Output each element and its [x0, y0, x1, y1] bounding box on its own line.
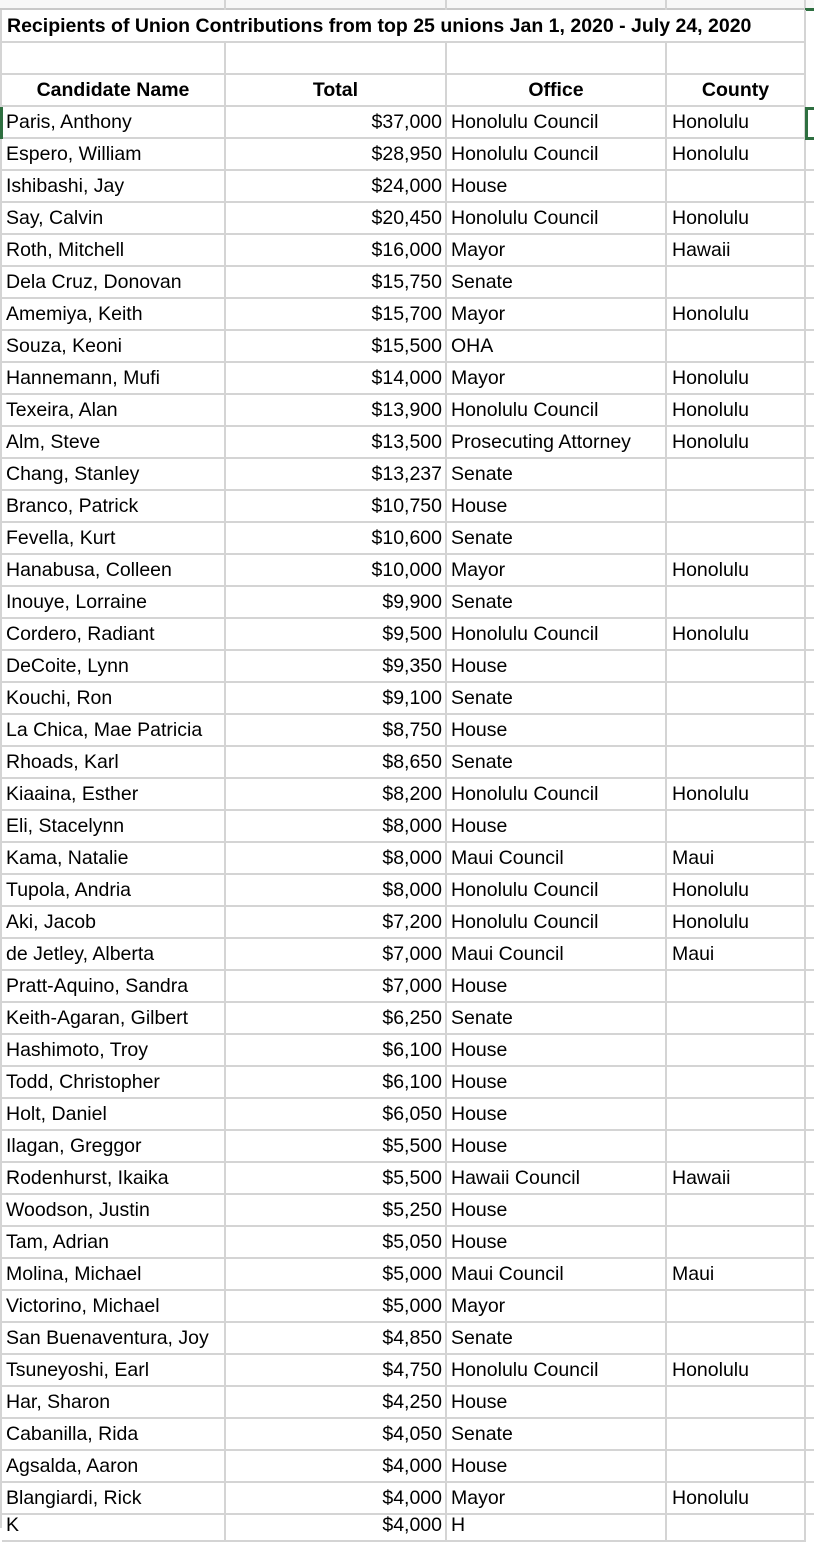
empty-cell[interactable] [806, 267, 814, 299]
candidate-name-cell[interactable]: Holt, Daniel [2, 1099, 226, 1131]
office-cell[interactable]: House [447, 811, 667, 843]
county-cell[interactable]: Honolulu [667, 299, 806, 331]
table-row[interactable] [0, 491, 814, 523]
sheet-title-cell[interactable]: Recipients of Union Contributions from top 25 unions Jan 1, 2020 - July 24, 2020 [2, 10, 806, 43]
empty-cell[interactable] [806, 523, 814, 555]
empty-cell[interactable] [806, 235, 814, 267]
candidate-name-cell[interactable]: Keith-Agaran, Gilbert [2, 1003, 226, 1035]
empty-cell[interactable] [806, 139, 814, 171]
empty-cell[interactable] [806, 1099, 814, 1131]
candidate-name-cell[interactable]: Inouye, Lorraine [2, 587, 226, 619]
empty-cell[interactable] [806, 1323, 814, 1355]
total-cell[interactable]: $5,000 [226, 1259, 447, 1291]
table-row[interactable] [0, 1003, 814, 1035]
county-cell[interactable] [667, 971, 806, 1003]
county-cell[interactable] [667, 331, 806, 363]
empty-cell[interactable] [806, 587, 814, 619]
empty-cell[interactable] [806, 1131, 814, 1163]
previous-row[interactable] [0, 0, 814, 10]
table-row[interactable] [0, 1099, 814, 1131]
empty-row[interactable] [0, 43, 814, 75]
county-cell[interactable]: Honolulu [667, 107, 806, 139]
candidate-name-cell[interactable]: Tsuneyoshi, Earl [2, 1355, 226, 1387]
table-row[interactable] [0, 235, 814, 267]
candidate-name-cell[interactable]: Ilagan, Greggor [2, 1131, 226, 1163]
empty-cell[interactable] [806, 619, 814, 651]
candidate-name-cell[interactable]: Victorino, Michael [2, 1291, 226, 1323]
table-row[interactable] [0, 779, 814, 811]
office-cell[interactable]: Mayor [447, 363, 667, 395]
empty-cell[interactable] [806, 331, 814, 363]
candidate-name-cell[interactable]: Dela Cruz, Donovan [2, 267, 226, 299]
office-cell[interactable]: House [447, 1067, 667, 1099]
total-cell[interactable]: $15,500 [226, 331, 447, 363]
table-row[interactable] [0, 683, 814, 715]
table-row[interactable] [0, 1291, 814, 1323]
empty-cell[interactable] [2, 43, 226, 75]
county-cell[interactable]: Maui [667, 843, 806, 875]
office-cell[interactable]: Senate [447, 587, 667, 619]
office-cell[interactable]: Honolulu Council [447, 907, 667, 939]
total-cell[interactable]: $9,900 [226, 587, 447, 619]
candidate-name-cell[interactable]: Agsalda, Aaron [2, 1451, 226, 1483]
county-cell[interactable]: Hawaii [667, 1163, 806, 1195]
county-cell[interactable]: Maui [667, 939, 806, 971]
office-cell[interactable]: Mayor [447, 299, 667, 331]
county-cell[interactable] [667, 171, 806, 203]
county-cell[interactable]: Honolulu [667, 139, 806, 171]
office-cell[interactable]: OHA [447, 331, 667, 363]
office-cell[interactable]: Senate [447, 747, 667, 779]
candidate-name-cell[interactable]: Woodson, Justin [2, 1195, 226, 1227]
county-cell[interactable]: Honolulu [667, 875, 806, 907]
county-cell[interactable] [667, 1035, 806, 1067]
office-cell[interactable]: House [447, 171, 667, 203]
empty-cell[interactable] [226, 43, 447, 75]
empty-cell[interactable] [667, 43, 806, 75]
office-cell[interactable]: House [447, 1099, 667, 1131]
empty-cell[interactable] [806, 747, 814, 779]
table-row[interactable] [0, 299, 814, 331]
empty-cell[interactable] [806, 395, 814, 427]
total-cell[interactable]: $13,237 [226, 459, 447, 491]
total-cell[interactable]: $16,000 [226, 235, 447, 267]
total-cell[interactable]: $13,900 [226, 395, 447, 427]
empty-cell[interactable] [806, 939, 814, 971]
county-cell[interactable] [667, 1195, 806, 1227]
county-cell[interactable] [667, 651, 806, 683]
office-cell[interactable]: House [447, 651, 667, 683]
total-cell[interactable]: $15,750 [226, 267, 447, 299]
candidate-name-cell[interactable]: Hanabusa, Colleen [2, 555, 226, 587]
empty-cell[interactable] [806, 491, 814, 523]
empty-cell[interactable] [806, 1355, 814, 1387]
empty-cell[interactable] [806, 1419, 814, 1451]
county-cell[interactable] [667, 1067, 806, 1099]
candidate-name-cell[interactable]: Rodenhurst, Ikaika [2, 1163, 226, 1195]
county-cell[interactable] [667, 1003, 806, 1035]
table-row[interactable] [0, 107, 814, 139]
county-cell[interactable] [667, 1451, 806, 1483]
table-row[interactable] [0, 1451, 814, 1483]
total-cell[interactable]: $6,250 [226, 1003, 447, 1035]
county-cell[interactable] [667, 587, 806, 619]
county-cell[interactable]: Hawaii [667, 235, 806, 267]
candidate-name-cell[interactable]: Texeira, Alan [2, 395, 226, 427]
office-cell[interactable]: House [447, 1035, 667, 1067]
candidate-name-cell[interactable]: Eli, Stacelynn [2, 811, 226, 843]
empty-cell[interactable] [806, 1259, 814, 1291]
county-cell[interactable]: Honolulu [667, 363, 806, 395]
county-cell[interactable]: Maui [667, 1259, 806, 1291]
county-cell[interactable]: Honolulu [667, 1483, 806, 1515]
candidate-name-cell[interactable]: Hashimoto, Troy [2, 1035, 226, 1067]
total-cell[interactable]: $9,350 [226, 651, 447, 683]
county-cell[interactable] [667, 715, 806, 747]
empty-cell[interactable] [806, 459, 814, 491]
county-cell[interactable] [667, 1131, 806, 1163]
total-cell[interactable]: $9,500 [226, 619, 447, 651]
table-row[interactable] [0, 1163, 814, 1195]
office-cell[interactable]: Senate [447, 523, 667, 555]
table-row[interactable] [0, 555, 814, 587]
total-cell[interactable]: $5,050 [226, 1227, 447, 1259]
county-cell[interactable]: Honolulu [667, 1355, 806, 1387]
candidate-name-cell[interactable]: Chang, Stanley [2, 459, 226, 491]
candidate-name-cell[interactable]: Rhoads, Karl [2, 747, 226, 779]
empty-cell[interactable] [806, 683, 814, 715]
empty-cell[interactable] [806, 1291, 814, 1323]
empty-cell[interactable] [806, 843, 814, 875]
total-cell[interactable]: $8,200 [226, 779, 447, 811]
total-cell[interactable]: $37,000 [226, 107, 447, 139]
candidate-name-cell[interactable]: Souza, Keoni [2, 331, 226, 363]
county-cell[interactable] [667, 747, 806, 779]
candidate-name-cell[interactable]: Tam, Adrian [2, 1227, 226, 1259]
candidate-name-cell[interactable]: Cordero, Radiant [2, 619, 226, 651]
table-row[interactable] [0, 907, 814, 939]
empty-cell[interactable] [806, 907, 814, 939]
total-cell[interactable]: $4,000 [226, 1451, 447, 1483]
empty-cell[interactable] [806, 203, 814, 235]
selection-marker [805, 8, 814, 11]
office-cell[interactable]: Honolulu Council [447, 203, 667, 235]
county-cell[interactable] [667, 1291, 806, 1323]
total-cell[interactable]: $10,000 [226, 555, 447, 587]
office-cell[interactable]: Senate [447, 1003, 667, 1035]
empty-cell[interactable] [806, 651, 814, 683]
candidate-name-cell[interactable]: Kama, Natalie [2, 843, 226, 875]
total-cell[interactable]: $4,750 [226, 1355, 447, 1387]
empty-cell[interactable] [806, 427, 814, 459]
total-cell[interactable]: $5,500 [226, 1131, 447, 1163]
county-cell[interactable] [667, 523, 806, 555]
candidate-name-cell[interactable]: Espero, William [2, 139, 226, 171]
office-cell[interactable]: Maui Council [447, 939, 667, 971]
table-row[interactable] [0, 1323, 814, 1355]
total-cell[interactable]: $4,850 [226, 1323, 447, 1355]
county-cell[interactable]: Honolulu [667, 619, 806, 651]
candidate-name-cell[interactable]: K [2, 1510, 226, 1542]
office-cell[interactable]: Maui Council [447, 843, 667, 875]
candidate-name-cell[interactable]: Ishibashi, Jay [2, 171, 226, 203]
empty-cell[interactable] [806, 555, 814, 587]
total-cell[interactable]: $4,250 [226, 1387, 447, 1419]
county-cell[interactable] [667, 683, 806, 715]
county-cell[interactable] [667, 1510, 806, 1542]
table-row[interactable] [0, 1259, 814, 1291]
empty-cell[interactable] [806, 1067, 814, 1099]
candidate-name-cell[interactable]: Amemiya, Keith [2, 299, 226, 331]
table-row[interactable] [0, 459, 814, 491]
table-row[interactable] [0, 523, 814, 555]
county-cell[interactable]: Honolulu [667, 203, 806, 235]
empty-cell[interactable] [806, 779, 814, 811]
candidate-name-cell[interactable]: Alm, Steve [2, 427, 226, 459]
total-cell[interactable]: $10,600 [226, 523, 447, 555]
office-cell[interactable]: H [447, 1510, 667, 1542]
office-cell[interactable]: Honolulu Council [447, 1355, 667, 1387]
total-cell[interactable]: $4,000 [226, 1510, 447, 1542]
office-cell[interactable]: Mayor [447, 555, 667, 587]
office-cell[interactable]: Honolulu Council [447, 395, 667, 427]
table-row[interactable] [0, 587, 814, 619]
office-cell[interactable]: Mayor [447, 235, 667, 267]
empty-cell[interactable] [447, 43, 667, 75]
total-cell[interactable]: $28,950 [226, 139, 447, 171]
total-cell[interactable]: $8,000 [226, 811, 447, 843]
county-cell[interactable] [667, 267, 806, 299]
total-cell[interactable]: $8,000 [226, 843, 447, 875]
candidate-name-cell[interactable]: Cabanilla, Rida [2, 1419, 226, 1451]
table-row[interactable] [0, 363, 814, 395]
county-cell[interactable] [667, 1099, 806, 1131]
header-total[interactable]: Total [226, 75, 447, 107]
office-cell[interactable]: Senate [447, 267, 667, 299]
county-cell[interactable]: Honolulu [667, 395, 806, 427]
office-cell[interactable]: Honolulu Council [447, 875, 667, 907]
total-cell[interactable]: $7,200 [226, 907, 447, 939]
total-cell[interactable]: $5,500 [226, 1163, 447, 1195]
candidate-name-cell[interactable]: Branco, Patrick [2, 491, 226, 523]
table-row[interactable] [0, 203, 814, 235]
table-row[interactable] [0, 811, 814, 843]
candidate-name-cell[interactable]: Roth, Mitchell [2, 235, 226, 267]
header-office[interactable]: Office [447, 75, 667, 107]
county-cell[interactable] [667, 1323, 806, 1355]
office-cell[interactable]: House [447, 715, 667, 747]
candidate-name-cell[interactable]: Blangiardi, Rick [2, 1483, 226, 1515]
table-row[interactable] [0, 843, 814, 875]
county-cell[interactable]: Honolulu [667, 907, 806, 939]
empty-cell[interactable] [806, 811, 814, 843]
office-cell[interactable]: Honolulu Council [447, 619, 667, 651]
candidate-name-cell[interactable]: DeCoite, Lynn [2, 651, 226, 683]
table-row[interactable] [0, 1035, 814, 1067]
total-cell[interactable]: $4,050 [226, 1419, 447, 1451]
county-cell[interactable]: Honolulu [667, 779, 806, 811]
office-cell[interactable]: Maui Council [447, 1259, 667, 1291]
table-row[interactable] [0, 1355, 814, 1387]
office-cell[interactable]: House [447, 491, 667, 523]
office-cell[interactable]: House [447, 1387, 667, 1419]
total-cell[interactable]: $5,000 [226, 1291, 447, 1323]
total-cell[interactable]: $24,000 [226, 171, 447, 203]
candidate-name-cell[interactable]: Fevella, Kurt [2, 523, 226, 555]
total-cell[interactable]: $8,750 [226, 715, 447, 747]
total-cell[interactable]: $8,650 [226, 747, 447, 779]
table-row[interactable] [0, 331, 814, 363]
office-cell[interactable]: Honolulu Council [447, 107, 667, 139]
empty-cell[interactable] [806, 875, 814, 907]
empty-cell[interactable] [806, 171, 814, 203]
table-row[interactable] [0, 875, 814, 907]
candidate-name-cell[interactable]: Tupola, Andria [2, 875, 226, 907]
total-cell[interactable]: $9,100 [226, 683, 447, 715]
total-cell[interactable]: $14,000 [226, 363, 447, 395]
empty-cell[interactable] [806, 363, 814, 395]
empty-cell[interactable] [806, 1227, 814, 1259]
county-cell[interactable] [667, 459, 806, 491]
total-cell[interactable]: $6,050 [226, 1099, 447, 1131]
table-row[interactable] [0, 715, 814, 747]
table-row[interactable] [0, 267, 814, 299]
total-cell[interactable]: $10,750 [226, 491, 447, 523]
empty-cell[interactable] [806, 971, 814, 1003]
office-cell[interactable]: Honolulu Council [447, 139, 667, 171]
total-cell[interactable]: $7,000 [226, 939, 447, 971]
office-cell[interactable]: House [447, 1195, 667, 1227]
office-cell[interactable]: Senate [447, 459, 667, 491]
county-cell[interactable] [667, 1387, 806, 1419]
office-cell[interactable]: House [447, 971, 667, 1003]
office-cell[interactable]: Prosecuting Attorney [447, 427, 667, 459]
candidate-name-cell[interactable]: Kiaaina, Esther [2, 779, 226, 811]
candidate-name-cell[interactable]: San Buenaventura, Joy [2, 1323, 226, 1355]
candidate-name-cell[interactable]: Paris, Anthony [2, 107, 226, 139]
total-cell[interactable]: $7,000 [226, 971, 447, 1003]
total-cell[interactable]: $6,100 [226, 1035, 447, 1067]
table-row[interactable] [0, 1195, 814, 1227]
table-row[interactable] [0, 427, 814, 459]
candidate-name-cell[interactable]: Aki, Jacob [2, 907, 226, 939]
empty-cell[interactable] [806, 1195, 814, 1227]
office-cell[interactable]: Senate [447, 1323, 667, 1355]
candidate-name-cell[interactable]: Say, Calvin [2, 203, 226, 235]
county-cell[interactable]: Honolulu [667, 427, 806, 459]
table-row[interactable] [0, 651, 814, 683]
empty-cell[interactable] [806, 1451, 814, 1483]
table-row[interactable] [0, 139, 814, 171]
table-row[interactable] [0, 1419, 814, 1451]
candidate-name-cell[interactable]: Todd, Christopher [2, 1067, 226, 1099]
candidate-name-cell[interactable]: La Chica, Mae Patricia [2, 715, 226, 747]
office-cell[interactable]: House [447, 1451, 667, 1483]
total-cell[interactable]: $5,250 [226, 1195, 447, 1227]
office-cell[interactable]: Mayor [447, 1483, 667, 1515]
office-cell[interactable]: Senate [447, 1419, 667, 1451]
table-row[interactable] [0, 1227, 814, 1259]
empty-cell[interactable] [806, 1003, 814, 1035]
table-row[interactable] [0, 971, 814, 1003]
empty-cell[interactable] [806, 299, 814, 331]
candidate-name-cell[interactable]: Pratt-Aquino, Sandra [2, 971, 226, 1003]
total-cell[interactable]: $8,000 [226, 875, 447, 907]
selected-cell[interactable] [805, 107, 814, 140]
table-row[interactable] [0, 395, 814, 427]
candidate-name-cell[interactable]: Molina, Michael [2, 1259, 226, 1291]
office-cell[interactable]: Hawaii Council [447, 1163, 667, 1195]
row-selection-indicator [0, 107, 3, 139]
header-candidate-name[interactable]: Candidate Name [2, 75, 226, 107]
county-cell[interactable]: Honolulu [667, 555, 806, 587]
total-cell[interactable]: $20,450 [226, 203, 447, 235]
office-cell[interactable]: Senate [447, 683, 667, 715]
office-cell[interactable]: House [447, 1131, 667, 1163]
table-row[interactable] [0, 1387, 814, 1419]
table-row[interactable] [0, 939, 814, 971]
candidate-name-cell[interactable]: Hannemann, Mufi [2, 363, 226, 395]
total-cell[interactable]: $4,000 [226, 1483, 447, 1515]
office-cell[interactable]: Mayor [447, 1291, 667, 1323]
empty-cell[interactable] [806, 715, 814, 747]
table-row[interactable] [0, 1131, 814, 1163]
table-row[interactable] [0, 171, 814, 203]
total-cell[interactable]: $15,700 [226, 299, 447, 331]
partial-row[interactable] [0, 1510, 814, 1542]
candidate-name-cell[interactable]: Kouchi, Ron [2, 683, 226, 715]
county-cell[interactable] [667, 1419, 806, 1451]
table-row[interactable] [0, 747, 814, 779]
header-row [0, 75, 814, 107]
candidate-name-cell[interactable]: Har, Sharon [2, 1387, 226, 1419]
empty-cell[interactable] [806, 1035, 814, 1067]
candidate-name-cell[interactable]: de Jetley, Alberta [2, 939, 226, 971]
county-cell[interactable] [667, 811, 806, 843]
table-row[interactable] [0, 619, 814, 651]
header-county[interactable]: County [667, 75, 806, 107]
county-cell[interactable] [667, 491, 806, 523]
county-cell[interactable] [667, 1227, 806, 1259]
empty-cell[interactable] [806, 1163, 814, 1195]
office-cell[interactable]: Honolulu Council [447, 779, 667, 811]
total-cell[interactable]: $13,500 [226, 427, 447, 459]
empty-cell[interactable] [806, 1387, 814, 1419]
total-cell[interactable]: $6,100 [226, 1067, 447, 1099]
office-cell[interactable]: House [447, 1227, 667, 1259]
table-row[interactable] [0, 1067, 814, 1099]
